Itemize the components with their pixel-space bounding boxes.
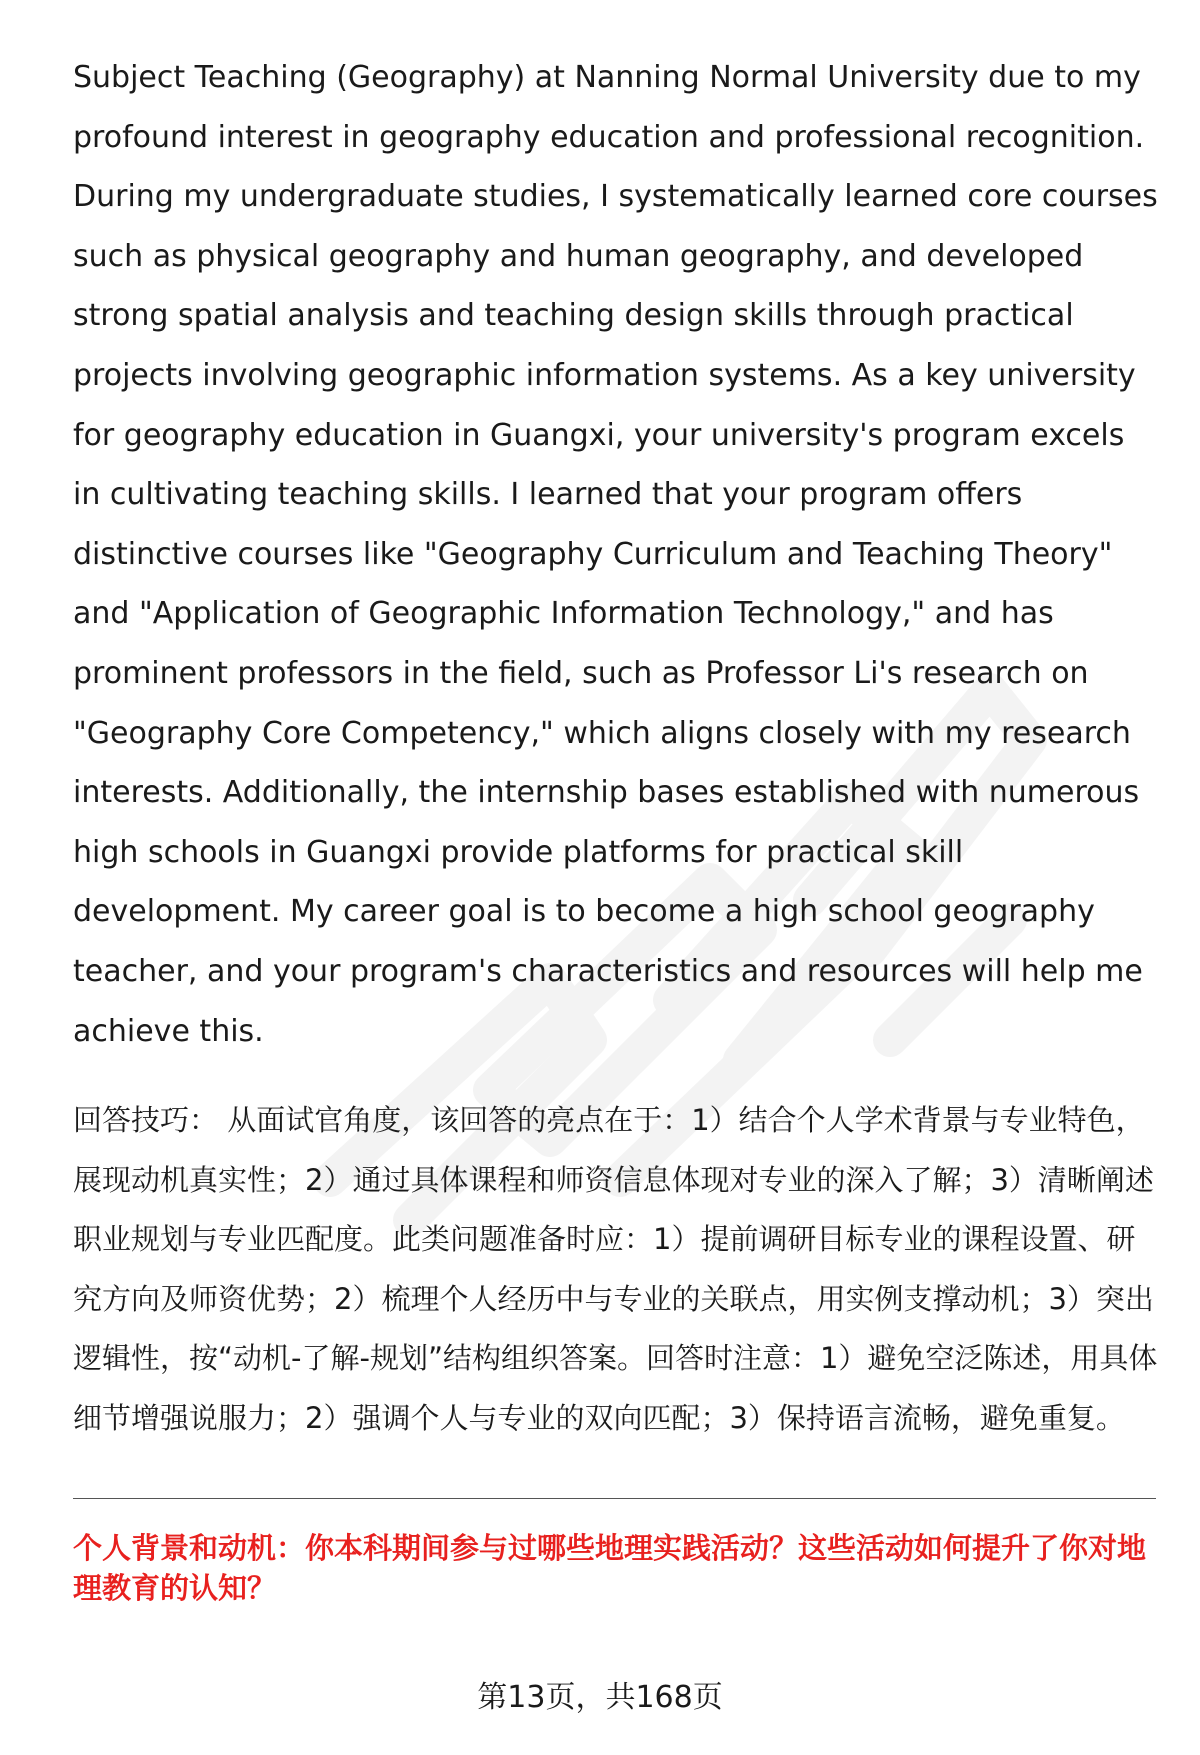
- answer-paragraph: Subject Teaching (Geography) at Nanning Normal University due to my profound interest in geography education and professional recognition. During my undergraduate studies, I systematically learned core courses such as physical geography and human geography, and developed strong spatial analysis and teaching design skills through practical projects involving geographic information systems. As a key university for geography education in Guangxi, your university's program excels in cultivating teaching skills. I learned that your program offers distinctive courses like "Geography Curriculum and Teaching Theory" and "Application of Geographic Information Technology," and has prominent professors in the field, such as Professor Li's research on "Geography Core Competency," which aligns closely with my research interests. Additionally, the internship bases established with numerous high schools in Guangxi provide platforms for practical skill development. My career goal is to become a high school geography teacher, and your program's characteristics and resources will help me achieve this.: [73, 60, 1158, 1049]
- page-content: [73, 48, 1158, 1448]
- section-divider: [73, 1498, 1156, 1499]
- answer-tips-paragraph: 回答技巧： 从面试官角度，该回答的亮点在于：1）结合个人学术背景与专业特色，展现动机真实性；2）通过具体课程和师资信息体现对专业的深入了解；3）清晰阐述职业规划与专业匹配度。此类问题准备时应：1）提前调研目标专业的课程设置、研究方向及师资优势；2）梳理个人经历中与专业的关联点，用实例支撑动机；3）突出逻辑性，按“动机-了解-规划”结构组织答案。回答时注意：1）避免空泛陈述，用具体细节增强说服力；2）强调个人与专业的双向匹配；3）保持语言流畅，避免重复。: [73, 1103, 1158, 1435]
- next-question-heading: 个人背景和动机：你本科期间参与过哪些地理实践活动？这些活动如何提升了你对地理教育的认知？: [73, 1531, 1147, 1605]
- page-number: 第13页，共168页: [477, 1680, 723, 1715]
